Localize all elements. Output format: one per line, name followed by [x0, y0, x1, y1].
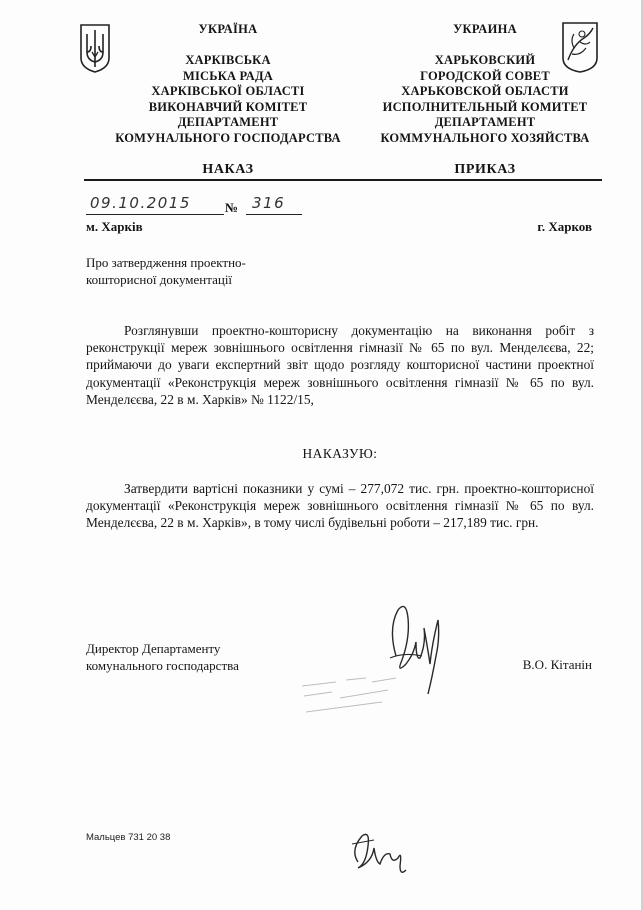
order-date: 09.10.2015	[90, 194, 191, 212]
handwritten-initials	[344, 822, 424, 878]
org-line: ВИКОНАВЧИЙ КОМІТЕТ	[148, 99, 308, 114]
position-line: комунального господарства	[86, 658, 239, 673]
city-ua: м. Харків	[86, 219, 143, 234]
order-number: 316	[252, 194, 286, 212]
org-line: ХАРКІВСЬКОЇ ОБЛАСТІ	[151, 84, 305, 98]
preamble-paragraph: Розглянувши проектно-кошторисну документацію на виконання робіт з реконструкції мереж зовнішнього освітлення гімназії № 65 по вул. Менделєєва, 22; приймаючи до уваги експертний звіт щодо розгляду кошторисної частини проектної документації «Реконструкція мереж зовнішнього освітлення гімназії № 65 по вул. Менделєєва, 22 в м. Харків» № 1122/15,	[86, 323, 594, 407]
org-line: ГОРОДСКОЙ СОВЕТ	[420, 68, 550, 83]
organization-ru	[350, 53, 620, 146]
org-line: КОМУНАЛЬНОГО ГОСПОДАРСТВА	[115, 130, 341, 145]
doc-type-ua: НАКАЗ	[202, 162, 254, 177]
faint-stamp	[296, 668, 416, 720]
date-underline	[86, 214, 224, 215]
decision-paragraph: Затвердити вартісні показники у сумі – 277,072 тис. грн. проектно-кошторисної документації «Реконструкція мереж зовнішнього освітлення гімназії № 65 по вул. Менделєєва, 22 в м. Харків», в тому числі будівельні роботи – 217,189 тис. грн.	[86, 481, 594, 531]
order-word: НАКАЗУЮ:	[302, 446, 378, 461]
org-line: ХАРКІВСЬКА	[185, 53, 271, 67]
signatory-name: В.О. Кітанін	[522, 657, 592, 672]
doc-type-ru: ПРИКАЗ	[454, 162, 516, 177]
subject-line: кошторисної документації	[86, 272, 233, 287]
org-line: ХАРЬКОВСКОЙ ОБЛАСТИ	[401, 84, 569, 98]
org-line: ИСПОЛНИТЕЛЬНЫЙ КОМИТЕТ	[382, 99, 588, 114]
country-ru: УКРАИНА	[453, 22, 517, 36]
org-line: МІСЬКА РАДА	[182, 68, 274, 83]
org-line: ДЕПАРТАМЕНТ	[177, 115, 279, 129]
org-line: КОММУНАЛЬНОГО ХОЗЯЙСТВА	[380, 130, 590, 145]
organization-ua	[78, 53, 378, 146]
number-underline	[246, 214, 302, 215]
position-line: Директор Департаменту	[86, 641, 221, 656]
org-line: ХАРЬКОВСКИЙ	[434, 53, 536, 67]
city-ru: г. Харков	[537, 219, 592, 234]
header-rule	[84, 179, 602, 181]
subject-line: Про затвердження проектно-	[86, 255, 246, 270]
executor-contact: Мальцев 731 20 38	[86, 832, 171, 843]
org-line: ДЕПАРТАМЕНТ	[434, 115, 536, 129]
number-sign: №	[225, 200, 239, 215]
order-subject	[86, 254, 346, 288]
country-ua: УКРАЇНА	[198, 22, 258, 36]
